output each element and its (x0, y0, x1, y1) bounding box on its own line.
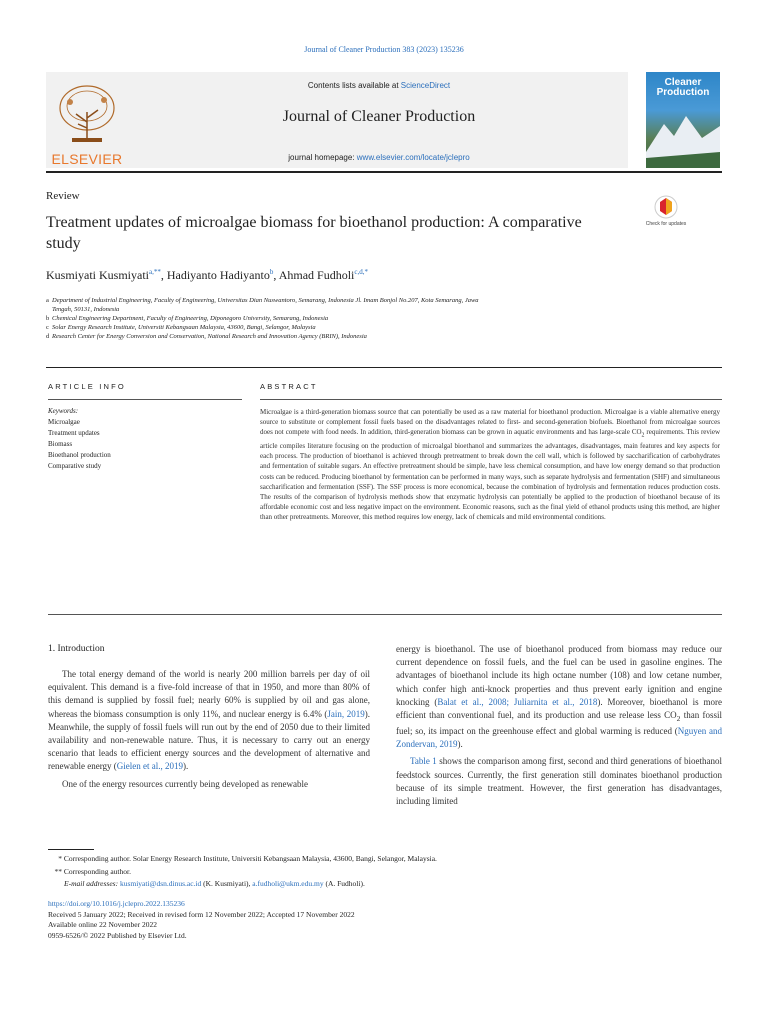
affiliation (46, 296, 646, 305)
section-rule (46, 367, 722, 368)
article-info-heading: ARTICLE INFO (48, 382, 126, 391)
contents-prefix: Contents lists available at (307, 81, 401, 90)
author-separator: , (273, 268, 279, 282)
subscript: 2 (676, 713, 681, 723)
keyword: Biomass (48, 440, 73, 448)
homepage-link[interactable]: www.elsevier.com/locate/jclepro (356, 153, 470, 162)
author-1-sup: a,** (149, 268, 161, 276)
email-link[interactable]: kusmiyati@dsn.dinus.ac.id (119, 879, 202, 888)
doi-link[interactable]: https://doi.org/10.1016/j.jclepro.2022.135236 (48, 899, 185, 908)
email-owner: (K. Kusmiyati), (201, 879, 253, 888)
affiliation-mark: d (46, 333, 50, 340)
abstract-part: requirements. This review article compiles literature focusing on the production of microalgal bioethanol and summarizes the advantages, disadvantages, main features and key aspects for each process. The production of bioethanol is achieved through pretreatment to break down the cell wall, which is followed by saccharification of carbohydrates and fermentation of suitable sugars. An effective pretreatment should be simple, have less chemical consumption, and have low energy demand so that production costs can be reduced. Producing bioethanol by fermentation can be performed in many ways, such as separate hydrolysis and fermentation (SHF) and simultaneous saccharification and fermentation (SSF). The SSF process is more economical, because the combination of hydrolysis and fermentation reduces production costs. The results of the comparison of hydrolysis methods show that enzymatic hydrolysis can potentially be applied to the production of bioethanol because of its affordable economic cost and less negative impact on the environment. Economic reasons, such as the final yield of ethanol products using this method, are higher than other pretreatments. Moreover, this method requires low energy, lack of chemicals and mild environmental conditions. (260, 428, 721, 522)
citation-link[interactable]: Nguyen and Zondervan, 2019 (396, 726, 722, 750)
text-run: shows the comparison among first, second and third generations of bioethanol feedstock sources. Currently, the first generation still dominates bioethanol production because of its simple treatment. However, the first generation has disadvantages, including limited (396, 756, 722, 807)
footnote (48, 866, 608, 879)
cover-title (646, 78, 720, 98)
footnote-mark: ** (54, 866, 62, 876)
running-header[interactable]: Journal of Cleaner Production 383 (2023) 135236 (304, 45, 464, 54)
text-run: ). Moreover, bioethanol is more efficient than conventional fuel, and its production and use release less CO (396, 696, 723, 721)
cover-title-line1: Cleaner (664, 77, 702, 88)
keywords-list (48, 417, 111, 472)
footnote-mark: * (58, 854, 62, 863)
article-info-rule (48, 399, 242, 400)
footnote-text: Corresponding author. Solar Energy Research Institute, Universiti Kebangsaan Malaysia, 43600, Bangi, Selangor, Malaysia. (63, 854, 437, 863)
paragraph (396, 643, 722, 751)
online-date: Available online 22 November 2022 (48, 920, 157, 929)
abstract-heading: ABSTRACT (260, 382, 318, 391)
text-run: ). Meanwhile, the supply of fossil fuels will run out by the end of 2050 due to their limited availability and non-renewable nature. Thus, it is necessary to carry out an energy scenario that leads to efficient energy sources and the development of alternative and renewable energy ( (48, 708, 371, 772)
author-separator: , (160, 268, 167, 282)
article-type: Review (46, 190, 80, 202)
right-column (396, 643, 722, 808)
keywords-label: Keywords: (48, 407, 79, 415)
keyword: Bioethanol production (48, 451, 111, 459)
footnotes (48, 853, 608, 891)
received-dates: Received 5 January 2022; Received in revised form 12 November 2022; Accepted 17 November 2022 (48, 909, 355, 919)
keyword: Microalgae (48, 418, 80, 426)
affiliation (46, 323, 646, 332)
citation-link[interactable]: Gielen et al., 2019 (116, 761, 184, 772)
paragraph: One of the energy resources currently being developed as renewable (62, 778, 308, 789)
affiliation (46, 332, 646, 341)
homepage-label: journal homepage: (288, 153, 357, 162)
cover-title-line2: Production (656, 87, 710, 98)
text-run: ). (183, 761, 189, 772)
keyword: Treatment updates (48, 429, 100, 437)
affiliation-mark: b (46, 315, 50, 322)
affiliation (46, 305, 646, 314)
citation-link[interactable]: Jain, 2019 (327, 708, 365, 719)
elsevier-wordmark: ELSEVIER (51, 151, 123, 167)
table-link[interactable]: Table 1 (410, 756, 437, 767)
author-1[interactable]: Kusmiyati Kusmiyati (46, 268, 149, 282)
abstract-subscript: 2 (641, 432, 645, 439)
contents-line (130, 81, 628, 90)
email-owner: (A. Fudholi). (323, 879, 365, 888)
paragraph (48, 668, 370, 774)
abstract-rule (260, 399, 722, 400)
email-link[interactable]: a.fudholi@ukm.edu.my (252, 879, 324, 888)
email-label: E-mail addresses: (64, 879, 119, 888)
affiliation-text: Chemical Engineering Department, Faculty of Engineering, Diponegoro University, Semarang, Indonesia (52, 315, 329, 322)
citation-link[interactable]: Balat et al., 2008; Juliarnita et al., 2018 (437, 696, 598, 707)
journal-cover-image (646, 72, 720, 168)
publication-info (48, 899, 608, 941)
article-title: Treatment updates of microalgae biomass for bioethanol production: A comparative study (46, 214, 582, 252)
abstract-end-rule (48, 614, 722, 615)
text-run: ). (457, 739, 463, 750)
affiliation-text: Research Center for Energy Conversion and Conservation, National Research and Innovation Agency (BRIN), Indonesia (52, 333, 367, 340)
author-list (46, 268, 368, 283)
text-run: energy is bioethanol. The use of bioethanol produced from biomass may reduce our current dependence on fossil fuels, and the fuel can be used in gasoline engines. The advantages of bioethanol include its high octane number (108) and low cetane number, which confer high anti-knock properties and thus prevent early ignition and engine knocking ( (396, 644, 722, 707)
left-column (48, 668, 370, 791)
affiliations (46, 296, 646, 341)
journal-title: Journal of Cleaner Production (282, 108, 476, 125)
footnote (48, 853, 608, 866)
affiliation-text: Solar Energy Research Institute, Universiti Kebangsaan Malaysia, 43600, Bangi, Selangor, Malaysia (52, 324, 316, 331)
footnote-text: Corresponding author. (63, 866, 131, 876)
text-run: than fossil fuel; so, its impact on the greenhouse effect and global warming is reduced ( (396, 710, 722, 737)
section-heading-introduction: 1. Introduction (48, 644, 105, 654)
email-line (48, 878, 608, 891)
sciencedirect-link[interactable]: ScienceDirect (400, 81, 451, 90)
affiliation-mark: a (46, 297, 49, 304)
author-2[interactable]: Hadiyanto Hadiyanto (166, 268, 270, 282)
footnote-rule (48, 849, 94, 850)
paragraph (396, 755, 722, 808)
text-run: The total energy demand of the world is nearly 200 million barrels per day of oil equivalent. This demand is a five-fold increase of that in 1950, and more than 80% of this demand is supplied by fossil fuel; nearly 60% is supplied by oil and gas alone, whereas the biomass consumption is only 11%, and nuclear energy is 6.4% ( (48, 669, 370, 719)
check-for-updates-label[interactable]: Check for updates (645, 221, 687, 227)
author-3[interactable]: Ahmad Fudholi (278, 268, 355, 282)
journal-homepage (130, 153, 628, 162)
author-3-sup: c,d,* (354, 268, 368, 276)
mountain-graphic (646, 112, 720, 168)
affiliation-text: Department of Industrial Engineering, Faculty of Engineering, Universitas Dian Nuswantoro, Semarang, Indonesia Jl. Imam Bonjol No.207, Kota Semarang, Jawa (52, 297, 479, 304)
affiliation-text: Tengah, 50131, Indonesia (52, 306, 120, 313)
author-2-sup: b (269, 268, 274, 276)
copyright: 0959-6526/© 2022 Published by Elsevier Ltd. (48, 930, 187, 940)
abstract-text (260, 407, 720, 523)
affiliation-mark: c (46, 324, 49, 331)
affiliation (46, 314, 646, 323)
header-rule (46, 171, 722, 173)
keyword: Comparative study (48, 462, 102, 470)
abstract-part: Microalgae is a third-generation biomass source that can potentially be used as a raw material for bioethanol production. Microalgae is a viable alternative energy source to substitute or complement fossil fuels based on the disadvantages related to first- and second-generation biofuels. Bioethanol from microalgae sources does not compete with food needs. In addition, third-generation biomass can be grown in aquatic environments and has large-scale CO (260, 408, 720, 437)
